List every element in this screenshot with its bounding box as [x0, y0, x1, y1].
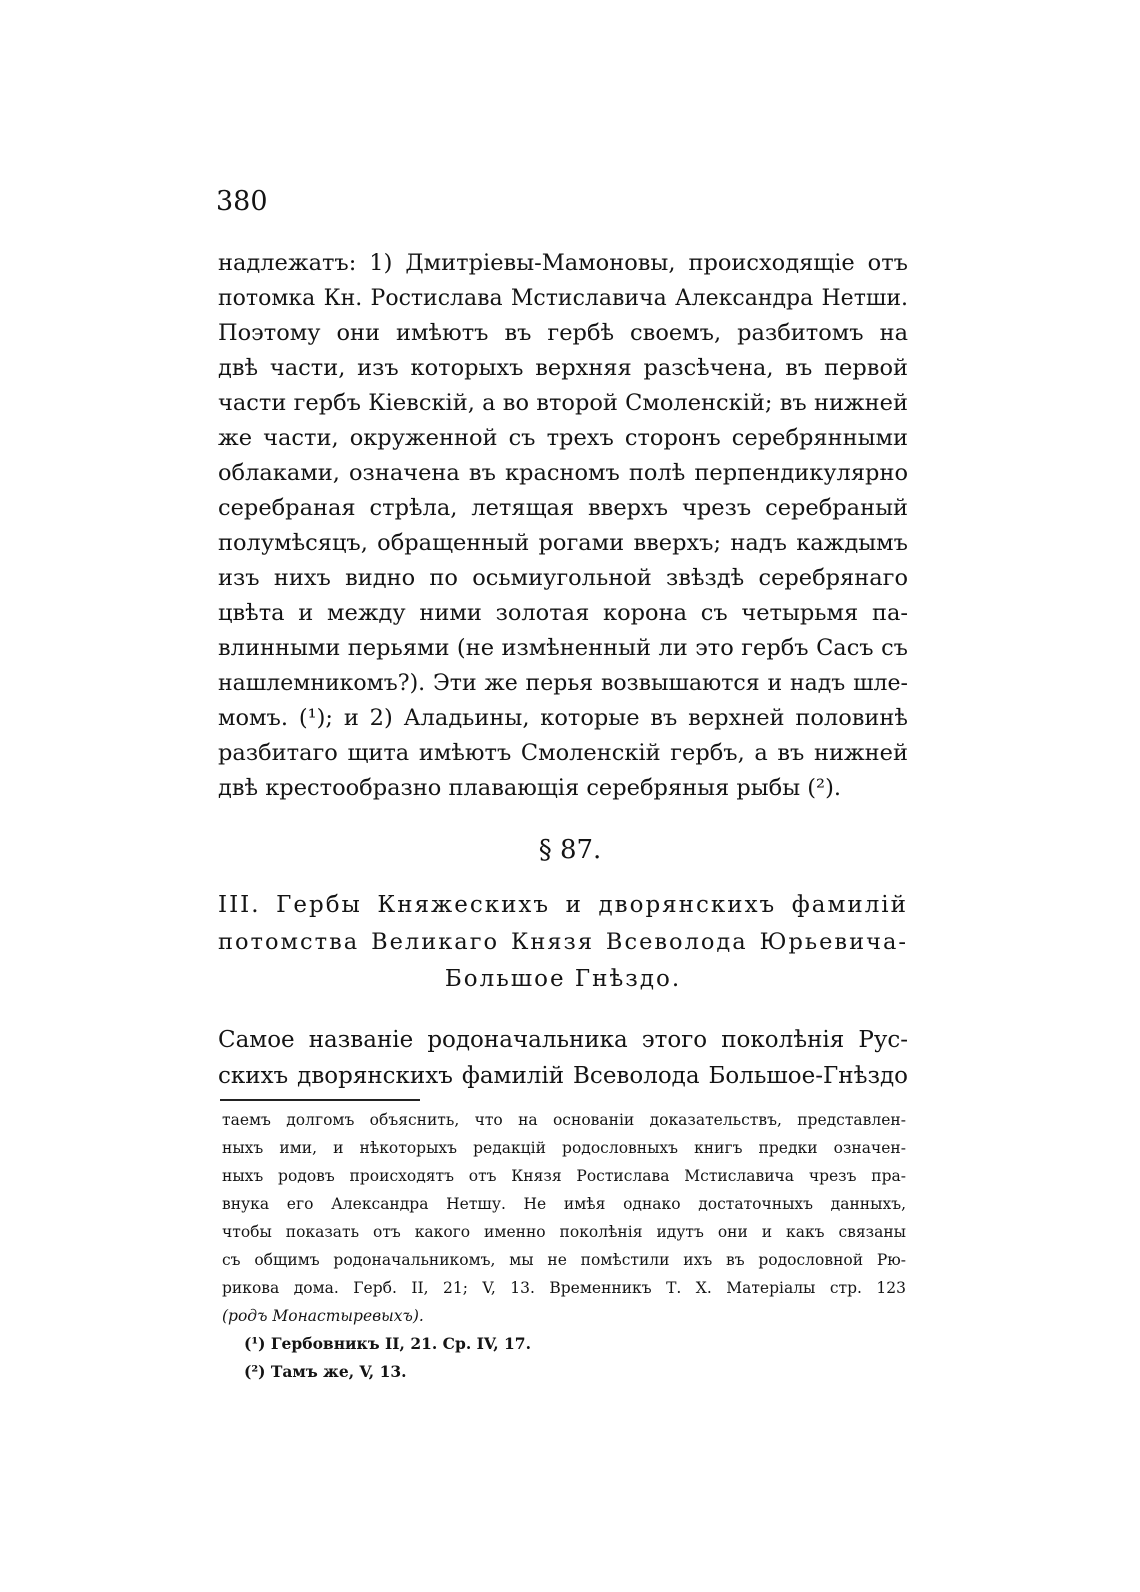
text-line: серебраная стрѣла, летящая вверхъ чрезъ серебраный [218, 495, 908, 521]
footnote-line: (родъ Монастыревыхъ). [222, 1307, 424, 1325]
footnote-line: рикова дома. Герб. II, 21; V, 13. Временникъ Т. X. Матеріалы стр. 123 [222, 1279, 906, 1297]
footnote-1: (¹) Гербовникъ II, 21. Ср. IV, 17. [244, 1334, 531, 1353]
footnote-divider [220, 1099, 420, 1101]
section-heading [218, 887, 908, 998]
footnote-line: таемъ долгомъ объяснить, что на основаніи доказательствъ, представлен- [222, 1111, 906, 1129]
text-line: надлежатъ: 1) Дмитріевы-Мамоновы, происходящіе отъ [218, 250, 908, 276]
text-line: потомка Кн. Ростислава Мстиславича Александра Нетши. [218, 286, 908, 311]
text-line: момъ. (¹); и 2) Аладьины, которые въ верхней половинѣ [218, 705, 908, 731]
footnote-line: ныхъ родовъ происходятъ отъ Князя Ростислава Мстиславича чрезъ пра- [222, 1167, 906, 1185]
heading-line: III. Гербы Княжескихъ и дворянскихъ фамилій [218, 892, 908, 918]
text-line: Самое названіе родоначальника этого поколѣнія Рус- [218, 1027, 908, 1053]
text-line: облаками, означена въ красномъ полѣ перпендикулярно [218, 460, 908, 486]
text-line: полумѣсяцъ, обращенный рогами вверхъ; надъ каждымъ [218, 530, 908, 556]
text-line: разбитаго щита имѣютъ Смоленскій гербъ, а въ нижней [218, 740, 908, 766]
main-paragraph [218, 246, 908, 806]
text-line: влинными перьями (не измѣненный ли это гербъ Сасъ съ [218, 635, 908, 661]
footnote-continuation [222, 1106, 906, 1330]
text-line: цвѣта и между ними золотая корона съ четырьмя па- [218, 600, 908, 626]
text-line: двѣ крестообразно плавающія серебряныя рыбы (²). [218, 775, 842, 801]
footnote-line: ныхъ ими, и нѣкоторыхъ редакцій родословныхъ книгъ предки означен- [222, 1139, 906, 1157]
footnote-line: чтобы показать отъ какого именно поколѣнія идутъ они и какъ связаны [222, 1223, 906, 1241]
text-line: Поэтому они имѣютъ въ гербѣ своемъ, разбитомъ на [218, 320, 908, 346]
page-number: 380 [216, 186, 268, 217]
text-line: двѣ части, изъ которыхъ верхняя разсѣчена, въ первой [218, 355, 908, 381]
text-line: скихъ дворянскихъ фамилій Всеволода Большое-Гнѣздо [218, 1063, 908, 1089]
text-line: нашлемникомъ?). Эти же перья возвышаются и надъ шле- [218, 671, 908, 696]
section-paragraph [218, 1022, 908, 1094]
heading-line: Большое Гнѣздо. [444, 966, 682, 992]
text-line: изъ нихъ видно по осьмиугольной звѣздѣ серебрянаго [218, 565, 908, 591]
text-line: же части, окруженной съ трехъ сторонъ серебрянными [218, 425, 908, 451]
section-number: § 87. [538, 835, 602, 865]
text-line: части гербъ Кіевскій, а во второй Смоленскій; въ нижней [218, 390, 908, 416]
footnote-line: внука его Александра Нетшу. Не имѣя однако достаточныхъ данныхъ, [222, 1195, 906, 1213]
footnote-line: съ общимъ родоначальникомъ, мы не помѣстили ихъ въ родословной Рю- [222, 1251, 906, 1269]
heading-line: потомства Великаго Князя Всеволода Юрьевича- [218, 929, 908, 955]
footnote-2: (²) Тамъ же, V, 13. [244, 1362, 407, 1381]
